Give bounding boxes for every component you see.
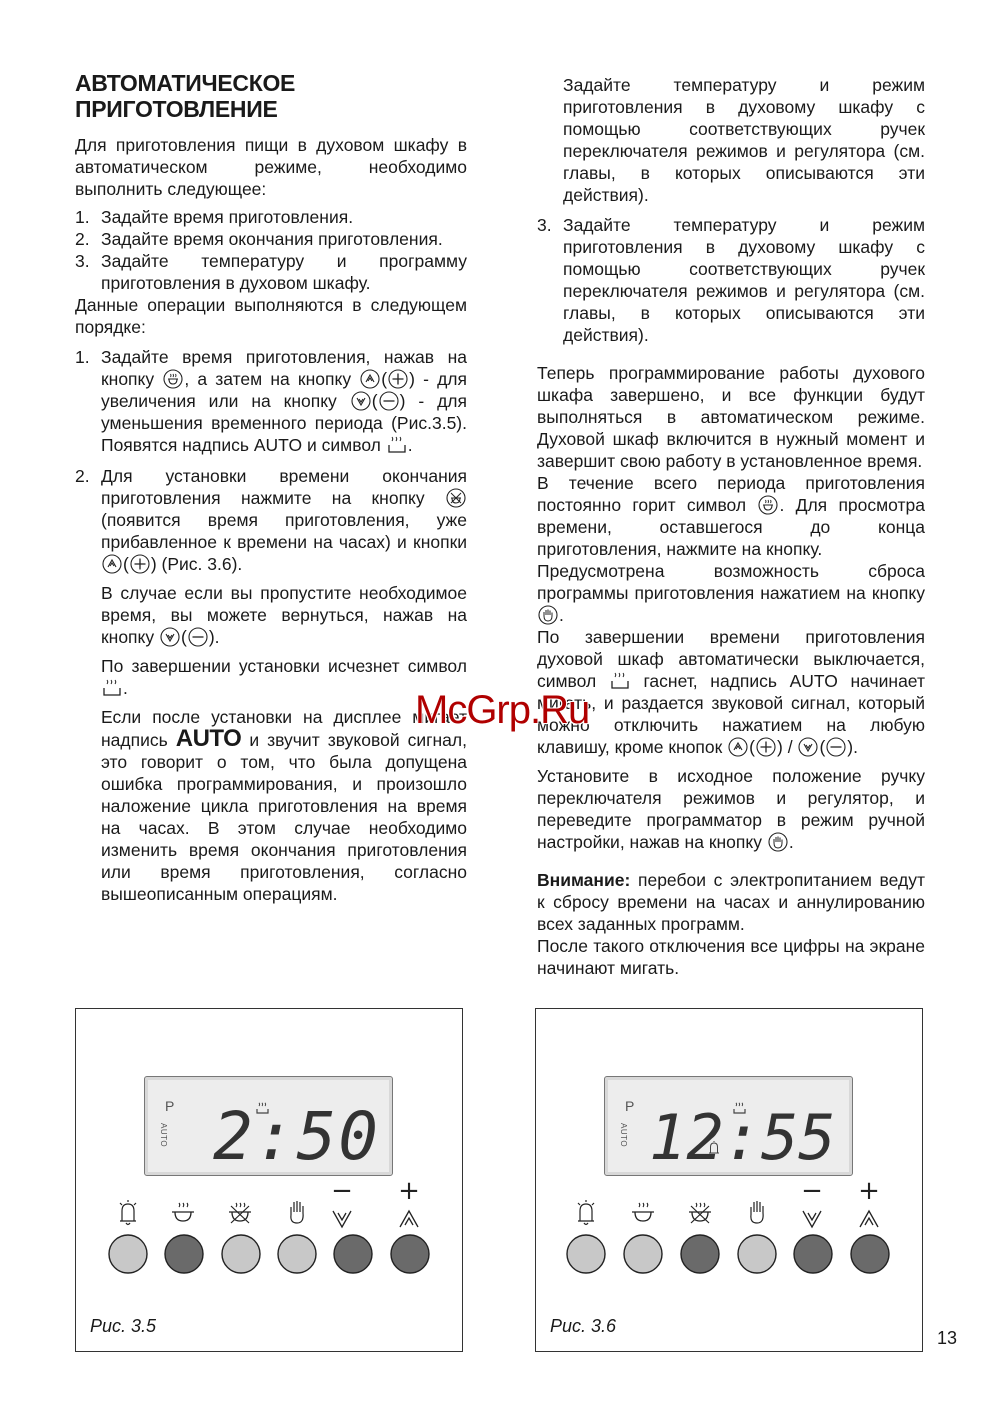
op1-text-4: - для уменьшения временного периода (Рис.3.5). Появятся надпись AUTO и символ: [101, 391, 467, 455]
cook-time-button[interactable]: [624, 1235, 662, 1273]
step-text: Задайте температуру и режим приготовления в духовому шкафу с помощью соответствующих ручек переключателя режимов и регулятора (см. главы, в которых описываются эти действия).: [563, 215, 925, 345]
minus-label: −: [331, 1176, 353, 1206]
figure-caption: Рис. 3.5: [90, 1316, 157, 1336]
figure-3-5: [75, 1008, 463, 1352]
operations-intro: Данные операции выполняются в следующем порядке:: [75, 295, 467, 337]
down-arrow-icon: [798, 737, 818, 757]
page-title: [75, 70, 467, 122]
warning-label: Внимание:: [537, 870, 631, 890]
plus-icon: [388, 369, 408, 389]
down-arrow-icon: [333, 1211, 351, 1227]
plus-label: +: [398, 1176, 420, 1206]
lcd-auto-label: AUTO: [159, 1123, 168, 1148]
list-item: [75, 250, 467, 294]
cook-end-button[interactable]: [222, 1235, 260, 1273]
operations-list: [75, 346, 467, 575]
up-arrow-icon: [400, 1211, 418, 1227]
op2-text-1: Для установки времени окончания приготовления нажмите на кнопку: [101, 466, 467, 508]
op2-auto-paragraph: [75, 706, 467, 905]
cook-end-icon: [229, 1203, 251, 1223]
op2-auto-text-2: и звучит звуковой сигнал, это говорит о том, что была допущена ошибка программирования, и произошло наложение цикла приготовления на время на часах. В этом случае необходимо изменить время окончания приготовления или время приготовления, согласно вышеописанным операциям.: [101, 730, 467, 904]
minus-icon: [188, 627, 208, 647]
cook-end-icon: [689, 1203, 711, 1223]
restore-text-2: .: [788, 832, 794, 852]
control-panel: [76, 1009, 464, 1353]
end-text-4: .: [853, 737, 858, 757]
minus-button[interactable]: [794, 1235, 832, 1273]
bell-icon: [120, 1200, 136, 1225]
steam-pot-icon: [387, 435, 407, 455]
down-arrow-icon: [160, 627, 180, 647]
op1-text-3: - для увеличения или на кнопку: [101, 369, 467, 411]
page-number: 13: [937, 1328, 958, 1348]
period-text-2: . Для просмотра времени, оставшегося до конца приготовления, нажмите на кнопку.: [537, 495, 925, 559]
right-column: [537, 74, 925, 979]
list-item: [537, 214, 925, 346]
op2-end-text-2: .: [123, 678, 128, 698]
control-panel: [536, 1009, 924, 1353]
cook-end-button[interactable]: [681, 1235, 719, 1273]
step-text: Задайте время окончания приготовления.: [101, 229, 443, 249]
reset-text-1: Предусмотрена возможность сброса программы приготовления нажатием на кнопку: [537, 561, 925, 603]
steam-pot-icon: [102, 678, 122, 698]
figure-3-6: [535, 1008, 923, 1352]
op-number: 2.: [75, 466, 90, 486]
manual-button[interactable]: [278, 1235, 316, 1273]
end-text-3: /: [787, 737, 793, 757]
hand-icon: [538, 605, 558, 625]
cook-time-icon: [163, 369, 183, 389]
period-paragraph: [537, 472, 925, 560]
op2-skip-text-1: В случае если вы пропустите необходимое время, вы можете вернуться, нажав на кнопку: [101, 583, 467, 647]
restore-paragraph: [537, 765, 925, 853]
warning-text: перебои с электропитанием ведут к сбросу времени на часах и аннулированию всех заданных программ.: [537, 870, 925, 934]
cook-time-icon: [632, 1203, 654, 1221]
list-item: 2. Для установки времени окончания приготовления нажмите на кнопку (появится время приготовления, уже прибавленное к времени на часах) и кнопки ( ) (Рис. 3.6).: [75, 466, 467, 574]
cook-time-icon: [758, 495, 778, 515]
reset-paragraph: [537, 560, 925, 626]
op1-text-2: , а затем на кнопку: [184, 369, 352, 389]
op2-text-2: (появится время приготовления, уже прибавленное к времени на часах) и кнопки: [101, 510, 467, 552]
op2-skip-paragraph: В случае если вы пропустите необходимое время, вы можете вернуться, нажав на кнопку ( ).: [101, 583, 467, 647]
list-item: 1. Задайте время приготовления, нажав на кнопку , а затем на кнопку ( ) - для увеличения или на кнопку ( ) - для уменьшения временного периода (Рис.3.5). Появятся надпись AUTO и символ .: [75, 347, 467, 455]
plus-icon: [130, 554, 150, 574]
minus-icon: [826, 737, 846, 757]
watermark: McGrp.Ru: [415, 688, 590, 732]
hand-icon: [291, 1201, 303, 1223]
restore-text-1: Установите в исходное положение ручку переключателя режимов и регулятор, и переведите программатор в режим ручной настройки, нажав на кнопку: [537, 766, 925, 852]
up-arrow-icon: [102, 554, 122, 574]
op1-text-5: .: [407, 435, 413, 455]
list-item: [75, 228, 467, 250]
step-text: Задайте время приготовления.: [101, 207, 354, 227]
hand-icon: [768, 832, 788, 852]
lcd-auto-label: AUTO: [619, 1123, 628, 1148]
plus-button[interactable]: [851, 1235, 889, 1273]
bell-button[interactable]: [109, 1235, 147, 1273]
plus-button[interactable]: [391, 1235, 429, 1273]
step-number: 2.: [75, 229, 90, 249]
step-number: 1.: [75, 207, 90, 227]
cook-time-icon: [172, 1203, 194, 1221]
manual-button[interactable]: [738, 1235, 776, 1273]
op2-text-3: (Рис. 3.6).: [161, 554, 243, 574]
minus-icon: [379, 391, 399, 411]
steps-list: [75, 206, 467, 294]
hand-icon: [751, 1201, 763, 1223]
lcd-p-label: P: [625, 1098, 635, 1114]
step-number: 3.: [75, 251, 90, 271]
op2-end-text-1: По завершении установки исчезнет символ: [101, 656, 467, 676]
after-paragraph: После такого отключения все цифры на экране начинают мигать.: [537, 936, 925, 978]
cook-time-button[interactable]: [165, 1235, 203, 1273]
step-number: 3.: [537, 215, 552, 235]
right-steps-list: [537, 214, 925, 346]
down-arrow-icon: [803, 1211, 821, 1227]
bell-button[interactable]: [567, 1235, 605, 1273]
step-text: Задайте температуру и программу приготовления в духовом шкафу.: [101, 251, 467, 293]
bell-icon: [578, 1200, 594, 1225]
minus-button[interactable]: [334, 1235, 372, 1273]
minus-label: −: [801, 1176, 823, 1206]
end-text-1: По завершении времени приготовления духовой шкаф автоматически выключается, символ: [537, 627, 925, 691]
programming-paragraph: Теперь программирование работы духового шкафа завершено, и все функции будут выполняться в автоматическом режиме. Духовой шкаф включится в нужный момент и завершит свою работу в установленное время.: [537, 363, 925, 471]
list-item: [75, 206, 467, 228]
op2-auto-text-1: Если после установки на дисплее мигает надпись: [101, 707, 467, 750]
down-arrow-icon: [351, 391, 371, 411]
cook-end-icon: [446, 488, 466, 508]
up-arrow-icon: [860, 1211, 878, 1227]
continued-paragraph: Задайте температуру и режим приготовления в духовому шкафу с помощью соответствующих ручек переключателя режимов и регулятора (см. главы, в которых описываются эти действия).: [563, 75, 925, 205]
title-line-2: ПРИГОТОВЛЕНИЕ: [75, 96, 278, 122]
title-line-1: АВТОМАТИЧЕСКОЕ: [75, 70, 296, 96]
plus-label: +: [858, 1176, 880, 1206]
up-arrow-icon: [728, 737, 748, 757]
reset-text-2: .: [559, 605, 564, 625]
up-arrow-icon: [360, 369, 380, 389]
auto-label: AUTO: [175, 725, 242, 752]
lcd-p-label: P: [165, 1098, 175, 1114]
intro-paragraph: Для приготовления пищи в духовом шкафу в автоматическом режиме, необходимо выполнить следующее:: [75, 135, 467, 199]
period-text-1: В течение всего периода приготовления постоянно горит символ: [537, 473, 925, 515]
figure-caption: Рис. 3.6: [550, 1316, 617, 1336]
op-number: 1.: [75, 347, 90, 367]
warning-paragraph: [537, 869, 925, 935]
steam-pot-icon: [610, 671, 630, 691]
plus-icon: [756, 737, 776, 757]
lcd-time: 12:55: [649, 1101, 836, 1174]
op2-end-paragraph: [75, 655, 467, 699]
op1-text-1: Задайте время приготовления, нажав на кнопку: [101, 347, 467, 389]
left-column: [75, 70, 467, 905]
end-text-2: гаснет, надпись AUTO начинает мигать, и раздается звуковой сигнал, который можно отключить нажатием на любую клавишу, кроме кнопок: [537, 671, 925, 757]
lcd-time: 2:50: [213, 1098, 380, 1175]
op2-skip-text-2: .: [214, 627, 220, 647]
end-paragraph: По завершении времени приготовления духовой шкаф автоматически выключается, символ гаснет, надпись AUTO начинает мигать, и раздается звуковой сигнал, который можно отключить нажатием на любую клавишу, кроме кнопок ( ) / ( ).: [537, 627, 925, 757]
